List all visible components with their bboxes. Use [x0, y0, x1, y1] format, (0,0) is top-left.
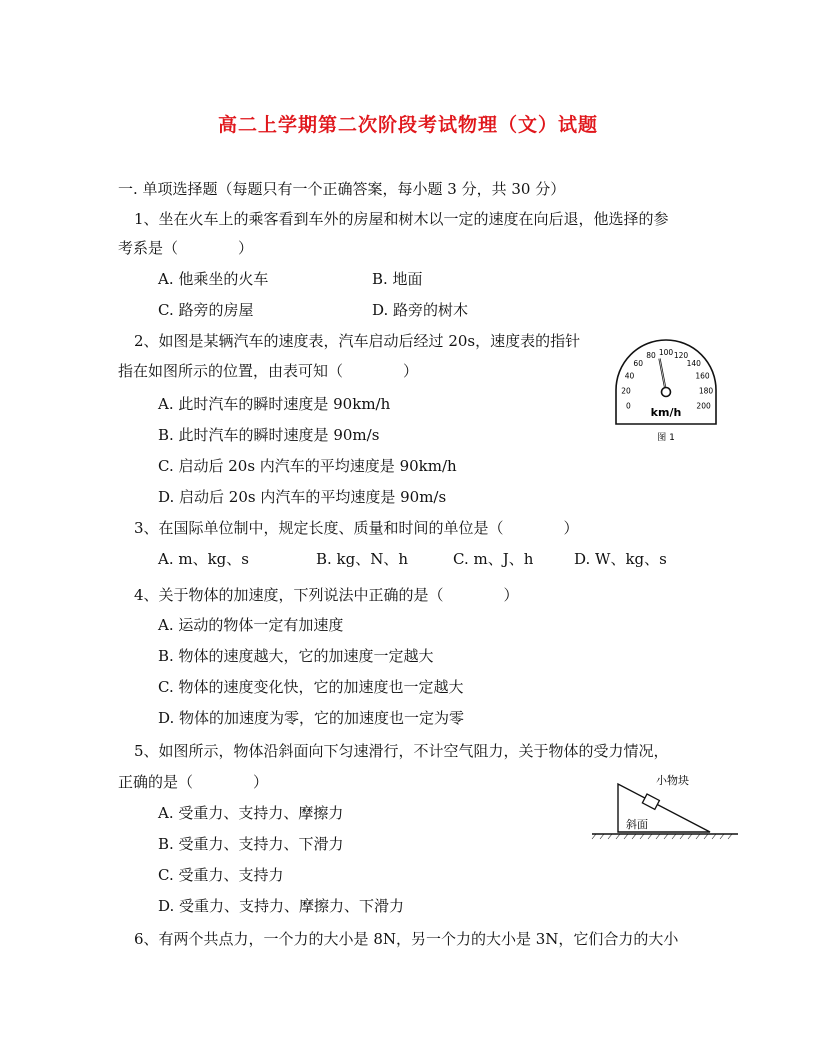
speedometer-unit: km/h: [650, 406, 682, 419]
q4-stem: 4、关于物体的加速度，下列说法中正确的是（ ）: [134, 586, 519, 604]
dial-tick-label: 180: [698, 386, 714, 396]
q1-option-c: C. 路旁的房屋: [158, 301, 254, 319]
slope-label: 斜面: [626, 818, 648, 831]
q2-option-b: B. 此时汽车的瞬时速度是 90m/s: [158, 426, 380, 444]
q3-option-a: A. m、kg、s: [158, 550, 249, 568]
q1-option-a: A. 他乘坐的火车: [158, 270, 269, 288]
q2-stem-line2: 指在如图所示的位置，由表可知（ ）: [118, 362, 419, 380]
q2-option-c: C. 启动后 20s 内汽车的平均速度是 90km/h: [158, 457, 457, 475]
dial-tick-label: 40: [624, 371, 635, 381]
q1-option-d: D. 路旁的树木: [372, 301, 469, 319]
q2-option-a: A. 此时汽车的瞬时速度是 90km/h: [158, 395, 391, 413]
q3-option-c: C. m、J、h: [453, 550, 534, 568]
dial-tick-label: 200: [696, 401, 711, 411]
q4-option-c: C. 物体的速度变化快，它的加速度也一定越大: [158, 678, 464, 696]
block-label: 小物块: [656, 774, 689, 787]
q1-stem-line2: 考系是（ ）: [118, 239, 254, 257]
dial-tick-label: 80: [646, 350, 656, 360]
q1-stem-line1: 1、坐在火车上的乘客看到车外的房屋和树木以一定的速度在向后退，他选择的参: [134, 210, 669, 228]
figure-caption: 图 1: [657, 433, 675, 443]
q3-stem: 3、在国际单位制中，规定长度、质量和时间的单位是（ ）: [134, 519, 579, 537]
q5-option-a: A. 受重力、支持力、摩擦力: [158, 804, 344, 822]
q6-stem: 6、有两个共点力，一个力的大小是 8N，另一个力的大小是 3N，它们合力的大小: [134, 930, 679, 948]
speedometer-tick-labels: [621, 348, 713, 411]
q5-stem-line2: 正确的是（ ）: [118, 773, 269, 791]
dial-tick-label: 20: [621, 386, 631, 396]
q5-option-d: D. 受重力、支持力、摩擦力、下滑力: [158, 897, 405, 915]
q5-stem-line1: 5、如图所示，物体沿斜面向下匀速滑行，不计空气阻力，关于物体的受力情况，: [134, 742, 669, 760]
dial-tick-label: 140: [686, 359, 701, 369]
q4-option-a: A. 运动的物体一定有加速度: [158, 616, 344, 634]
q5-option-c: C. 受重力、支持力: [158, 866, 284, 884]
exam-title: 高二上学期第二次阶段考试物理（文）试题: [217, 114, 598, 136]
section-heading: 一. 单项选择题（每题只有一个正确答案，每小题 3 分，共 30 分）: [118, 180, 566, 198]
q1-option-b: B. 地面: [372, 270, 423, 288]
q4-option-d: D. 物体的加速度为零，它的加速度也一定为零: [158, 709, 465, 727]
small-block: [642, 794, 659, 809]
dial-tick-label: 120: [673, 350, 689, 360]
q2-stem-line1: 2、如图是某辆汽车的速度表，汽车启动后经过 20s，速度表的指针: [134, 332, 581, 350]
q3-option-d: D. W、kg、s: [574, 550, 667, 568]
speedometer-figure: [606, 330, 726, 448]
q3-option-b: B. kg、N、h: [316, 550, 409, 568]
q2-option-d: D. 启动后 20s 内汽车的平均速度是 90m/s: [158, 488, 447, 506]
q5-option-b: B. 受重力、支持力、下滑力: [158, 835, 344, 853]
dial-tick-label: 0: [626, 401, 631, 411]
needle-pivot: [662, 388, 671, 397]
dial-tick-label: 160: [695, 371, 710, 381]
dial-tick-label: 60: [633, 359, 643, 369]
incline-figure: [588, 770, 740, 842]
dial-tick-label: 100: [658, 348, 674, 357]
q4-option-b: B. 物体的速度越大，它的加速度一定越大: [158, 647, 434, 665]
